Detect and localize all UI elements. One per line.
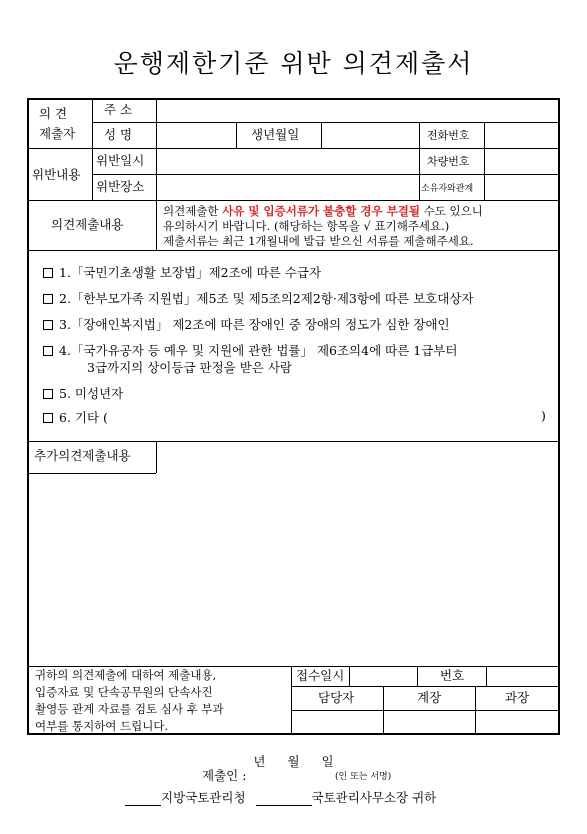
additional-opinion-area[interactable] xyxy=(31,476,558,662)
divider xyxy=(156,441,157,473)
submitter-label: 제출인 : xyxy=(202,768,247,783)
checklist-item[interactable]: 1.「국민기초생활 보장법」제2조에 따른 수급자 xyxy=(43,263,321,281)
divider xyxy=(417,666,418,686)
result-notice: 촬영등 관계 자료를 검토 심사 후 부과 xyxy=(35,702,224,716)
checkbox[interactable] xyxy=(43,413,53,423)
divider xyxy=(291,710,560,711)
checklist-item[interactable]: 3.「장애인복지법」 제2조에 따른 장애인 중 장애의 정도가 심한 장애인 xyxy=(43,315,450,333)
sign-label: (인 또는 서명) xyxy=(335,772,392,782)
applicant-label: 제출자 xyxy=(39,126,76,141)
checkbox[interactable] xyxy=(43,320,53,330)
divider xyxy=(291,666,292,735)
divider xyxy=(383,686,384,735)
divider xyxy=(29,666,560,667)
opinion-notice: 제출서류는 최근 1개월내에 발급 받으신 서류를 제출해주세요. xyxy=(163,234,474,248)
manager-label: 담당자 xyxy=(318,690,355,705)
divider xyxy=(475,686,476,735)
phone-label: 전화번호 xyxy=(427,129,470,142)
form-frame xyxy=(27,98,560,735)
checklist-item[interactable]: 6. 기타 ( xyxy=(43,408,108,426)
address-label: 주 소 xyxy=(104,102,133,117)
recipient-line xyxy=(125,788,436,806)
divider xyxy=(92,174,560,175)
result-notice: 귀하의 의견제출에 대하여 제출내용, xyxy=(35,668,217,682)
checklist-item[interactable]: 4.「국가유공자 등 예우 및 지원에 관한 법률」 제6조의4에 따른 1급부터 xyxy=(43,341,457,359)
checkbox[interactable] xyxy=(43,294,53,304)
opinion-notice: 의견제출한 사유 및 입증서류가 불충할 경우 부결될 수도 있으니 xyxy=(163,204,483,218)
divider xyxy=(156,100,157,200)
car-number-label: 차량번호 xyxy=(427,155,470,168)
divider xyxy=(236,122,237,148)
opinion-label: 의견제출내용 xyxy=(51,217,124,232)
violation-place-label: 위반장소 xyxy=(96,179,145,194)
divider xyxy=(29,148,560,149)
divider xyxy=(484,122,485,200)
checkbox[interactable] xyxy=(43,268,53,278)
divider xyxy=(156,200,157,250)
result-notice: 여부를 통지하여 드립니다. xyxy=(35,719,169,733)
additional-opinion-label: 추가의견제출내용 xyxy=(34,448,131,463)
result-notice: 입증자료 및 단속공무원의 단속사진 xyxy=(35,685,213,699)
divider xyxy=(92,100,93,200)
checklist-item-continued: 3급까지의 상이등급 판정을 받은 사람 xyxy=(87,360,292,375)
violation-datetime-label: 위반일시 xyxy=(96,153,145,168)
violation-label: 위반내용 xyxy=(32,167,81,182)
applicant-label: 의 견 xyxy=(39,106,68,121)
checklist-item[interactable]: 2.「한부모가족 지원법」제5조 및 제5조의2제2항·제3항에 따른 보호대상자 xyxy=(43,289,473,307)
page-title: 운행제한기준 위반 의견제출서 xyxy=(113,49,474,78)
number-label: 번호 xyxy=(440,668,465,683)
checklist-item[interactable]: 5. 미성년자 xyxy=(43,384,123,402)
divider xyxy=(29,441,560,442)
receipt-date-label: 접수일시 xyxy=(296,668,345,683)
divider xyxy=(29,473,156,474)
divider xyxy=(29,200,560,201)
owner-relation-label: 소유자와관계 xyxy=(421,184,474,194)
chief-label: 계장 xyxy=(417,690,442,705)
regional-office: 지방국토관리청 xyxy=(161,790,246,805)
name-label: 성 명 xyxy=(104,127,133,142)
divider xyxy=(92,122,560,123)
divider xyxy=(486,666,487,686)
director-label: 과장 xyxy=(505,690,530,705)
blank-line[interactable] xyxy=(125,792,161,806)
blank-line[interactable] xyxy=(256,792,312,806)
birth-label: 생년월일 xyxy=(251,127,300,142)
date-line: 년 월 일 xyxy=(253,754,334,769)
divider xyxy=(29,250,560,251)
divider xyxy=(321,122,322,148)
checkbox[interactable] xyxy=(43,389,53,399)
divider xyxy=(349,666,350,686)
divider xyxy=(291,686,560,687)
local-office: 국토관리사무소장 귀하 xyxy=(311,790,437,805)
opinion-notice: 유의하시기 바랍니다. (해당하는 항목을 √ 표기해주세요.) xyxy=(163,219,450,233)
checkbox[interactable] xyxy=(43,346,53,356)
other-close-paren: ) xyxy=(541,408,546,423)
divider xyxy=(419,122,420,200)
